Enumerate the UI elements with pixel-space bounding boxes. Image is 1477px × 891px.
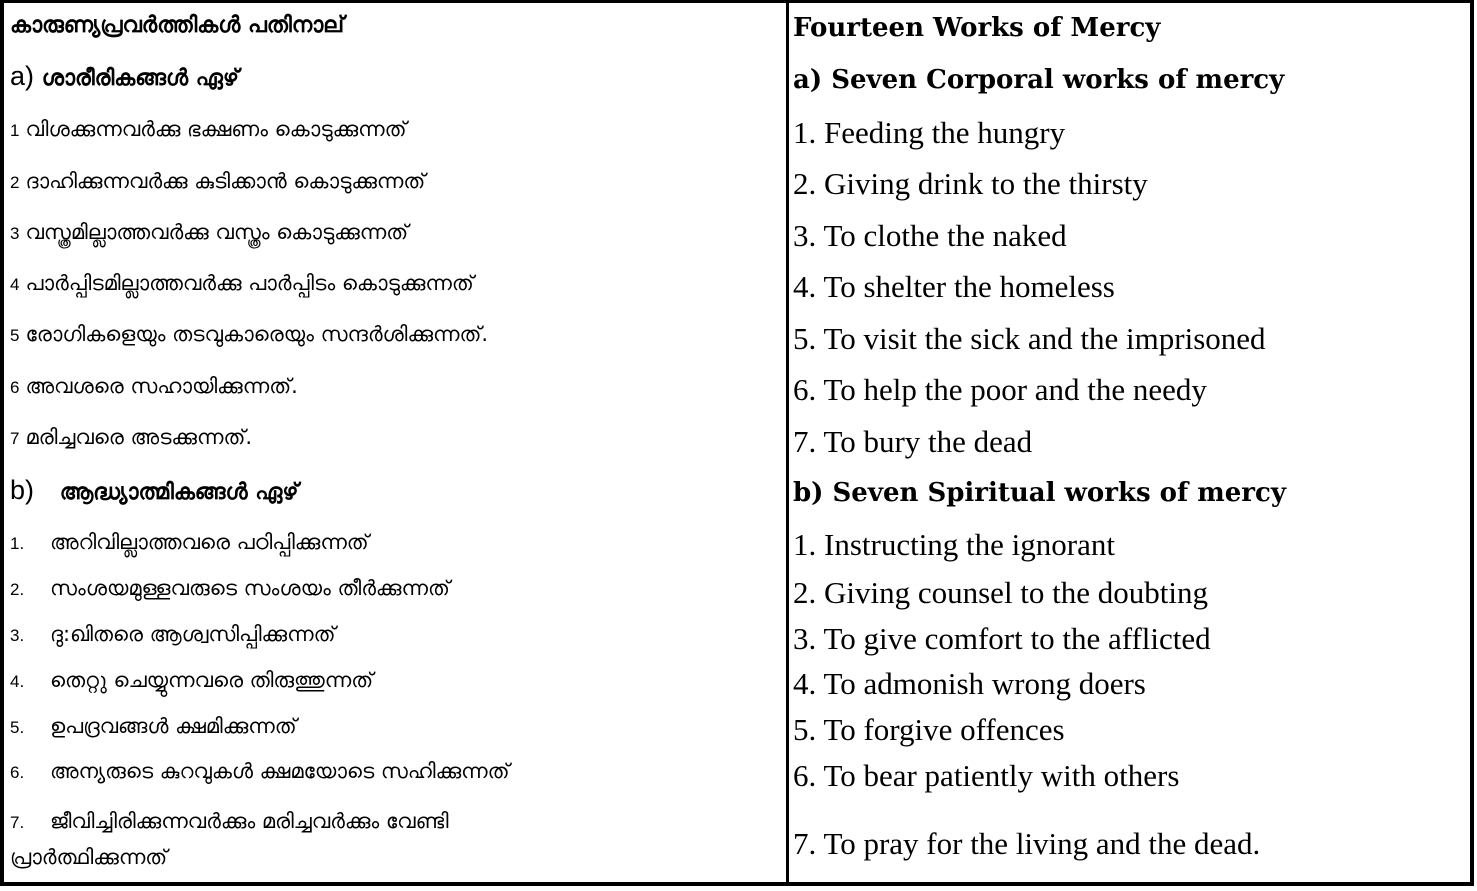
malayalam-column: [4, 3, 782, 882]
item-number: 5: [10, 326, 20, 345]
english-corporal-item: 4. To shelter the homeless: [793, 269, 1115, 304]
item-text: അവശരെ സഹായിക്കുന്നത്.: [25, 374, 298, 398]
malayalam-title: കാരുണ്യപ്രവർത്തികൾ പതിനാല്: [10, 13, 345, 38]
malayalam-spiritual-item: [10, 530, 369, 555]
english-section-b-heading: b) Seven Spiritual works of mercy: [793, 478, 1286, 508]
section-a-heading-text: ശാരീരികങ്ങൾ ഏഴ്: [41, 66, 239, 91]
item-text: മരിച്ചവരെ അടക്കുന്നത്.: [25, 425, 253, 449]
malayalam-section-a-heading: [10, 61, 239, 92]
section-b-marker: b): [10, 475, 35, 505]
english-spiritual-item: 2. Giving counsel to the doubting: [793, 575, 1209, 610]
item-number: 4.: [10, 672, 25, 691]
malayalam-corporal-item: [10, 374, 298, 399]
item-text: അന്യരുടെ കുറവുകൾ ക്ഷമയോടെ സഹിക്കുന്നത്: [50, 759, 510, 783]
malayalam-corporal-item: [10, 271, 474, 296]
item-text: വിശക്കുന്നവർക്കു ഭക്ഷണം കൊടുക്കുന്നത്: [25, 117, 407, 141]
item-number: 7.: [10, 813, 25, 832]
item-number: 1.: [10, 534, 25, 553]
item-number: 3.: [10, 626, 25, 645]
item-text: ദാഹിക്കുന്നവർക്കു കുടിക്കാൻ കൊടുക്കുന്നത്: [25, 169, 426, 193]
item-text: തെറ്റു ചെയ്യുന്നവരെ തിരുത്തുന്നത്: [50, 668, 374, 692]
malayalam-spiritual-item: [10, 668, 373, 693]
english-column: [786, 3, 1470, 882]
english-spiritual-item: 5. To forgive offences: [793, 712, 1065, 747]
malayalam-corporal-item: [10, 220, 408, 245]
english-corporal-item: 6. To help the poor and the needy: [793, 372, 1207, 407]
malayalam-spiritual-item: [10, 622, 336, 647]
section-b-heading-text: ആദ്ധ്യാത്മികങ്ങൾ ഏഴ്: [59, 480, 299, 505]
english-spiritual-item: 3. To give comfort to the afflicted: [793, 621, 1211, 656]
english-spiritual-item: 4. To admonish wrong doers: [793, 666, 1146, 701]
malayalam-section-b-heading: [10, 475, 298, 506]
item-number: 7: [10, 429, 20, 448]
item-number: 6: [10, 378, 20, 397]
malayalam-spiritual-item: [10, 714, 297, 739]
malayalam-corporal-item: [10, 425, 252, 450]
item-number: 1: [10, 121, 20, 140]
item-text: ഉപദ്രവങ്ങൾ ക്ഷമിക്കുന്നത്: [50, 714, 297, 738]
item-text: സംശയമുള്ളവരുടെ സംശയം തീർക്കുന്നത്: [50, 576, 450, 600]
malayalam-corporal-item: [10, 169, 425, 194]
item-number: 2: [10, 173, 20, 192]
malayalam-spiritual-item: [10, 759, 510, 784]
english-section-a-heading: a) Seven Corporal works of mercy: [793, 65, 1285, 95]
malayalam-corporal-item: [10, 322, 488, 347]
english-corporal-item: 3. To clothe the naked: [793, 218, 1067, 253]
english-corporal-item: 1. Feeding the hungry: [793, 115, 1066, 150]
item-text: അറിവില്ലാത്തവരെ പഠിപ്പിക്കുന്നത്: [50, 530, 369, 554]
item-text: രോഗികളെയും തടവുകാരെയും സന്ദർശിക്കുന്നത്.: [25, 322, 489, 346]
malayalam-corporal-item: [10, 117, 407, 142]
item-number: 2.: [10, 580, 25, 599]
malayalam-spiritual-item-continuation: പ്രാർത്ഥിക്കുന്നത്: [10, 845, 168, 869]
item-text: ജീവിച്ചിരിക്കുന്നവർക്കും മരിച്ചവർക്കും വേണ്ടി: [50, 809, 449, 833]
item-number: 5.: [10, 718, 25, 737]
item-text: പാർപ്പിടമില്ലാത്തവർക്കു പാർപ്പിടം കൊടുക്കുന്നത്: [25, 271, 474, 295]
english-spiritual-item: 7. To pray for the living and the dead.: [793, 826, 1261, 861]
english-spiritual-item: 1. Instructing the ignorant: [793, 527, 1115, 562]
item-number: 6.: [10, 763, 25, 782]
item-text: ദു:ഖിതരെ ആശ്വസിപ്പിക്കുന്നത്: [50, 622, 336, 646]
english-corporal-item: 2. Giving drink to the thirsty: [793, 166, 1148, 201]
malayalam-spiritual-item: [10, 809, 449, 834]
english-corporal-item: 7. To bury the dead: [793, 424, 1033, 459]
english-title: Fourteen Works of Mercy: [793, 13, 1161, 43]
item-number: 3: [10, 224, 20, 243]
item-number: 4: [10, 275, 20, 294]
english-spiritual-item: 6. To bear patiently with others: [793, 758, 1180, 793]
section-a-marker: a): [10, 61, 35, 91]
malayalam-spiritual-item: [10, 576, 450, 601]
english-corporal-item: 5. To visit the sick and the imprisoned: [793, 321, 1266, 356]
item-text: വസ്ത്രമില്ലാത്തവർക്കു വസ്ത്രം കൊടുക്കുന്നത്: [25, 220, 409, 244]
